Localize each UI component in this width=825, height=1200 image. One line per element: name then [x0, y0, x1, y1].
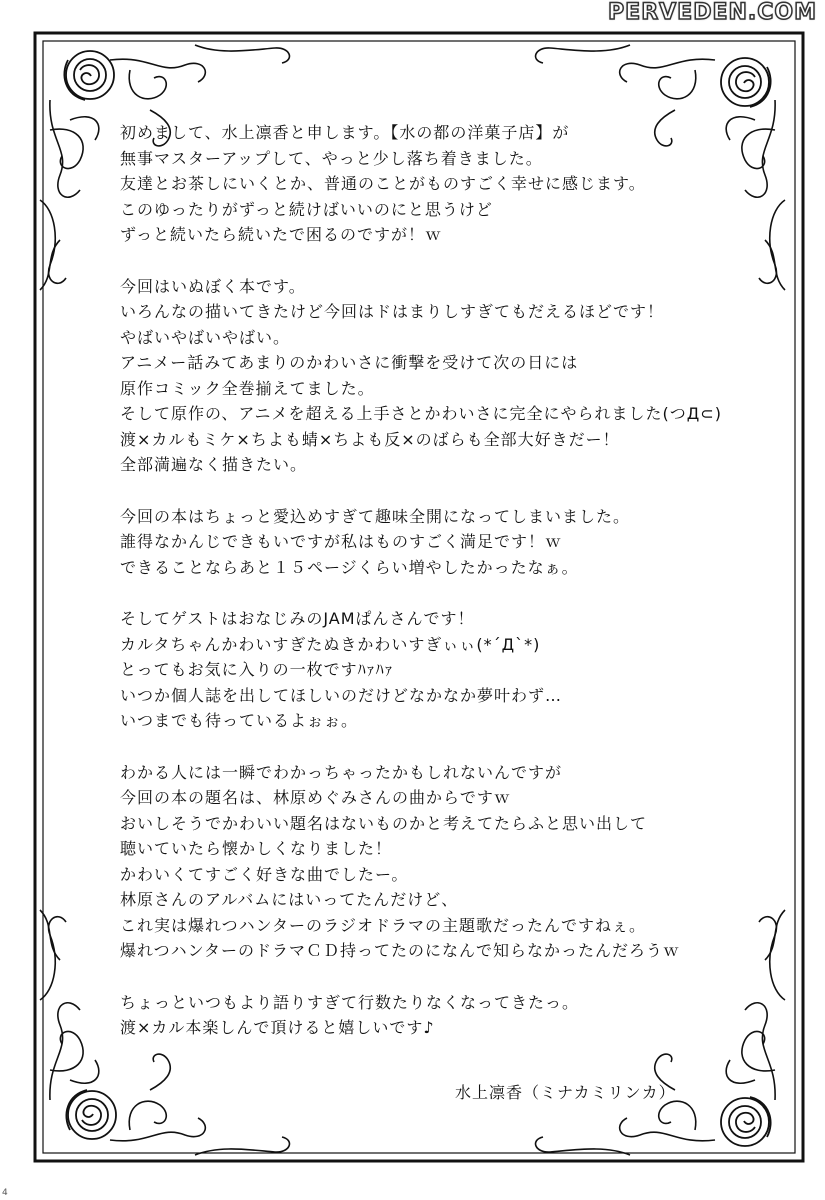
text-line: 林原さんのアルバムにはいってたんだけど、	[120, 890, 459, 909]
paragraph	[120, 120, 760, 248]
text-line: いつか個人誌を出してほしいのだけどなかなか夢叶わず…	[120, 685, 563, 705]
paragraph	[120, 760, 760, 964]
text-line: とってもお気に入りの一枚ですﾊｧﾊｧ	[120, 660, 394, 679]
text-line: やばいやばいやばい。	[120, 327, 291, 347]
page-number: 4	[2, 1188, 8, 1198]
afterword-letter	[120, 120, 760, 1067]
paragraph	[120, 990, 760, 1041]
text-line: 原作コミック全巻揃えてました。	[120, 378, 375, 398]
text-line: 今回の本はちょっと愛込めすぎて趣味全開になってしまいました。	[120, 506, 631, 526]
text-line: アニメー話みてあまりのかわいさに衝撃を受けて次の日には	[120, 353, 579, 372]
text-line: これ実は爆れつハンターのラジオドラマの主題歌だったんですねぇ。	[120, 915, 647, 935]
text-line: いつまでも待っているよぉぉ。	[120, 711, 359, 730]
author-signature: 水上凛香（ミナカミリンカ）	[455, 1083, 676, 1102]
text-line: できることならあと１５ページくらい増やしたかったなぁ。	[120, 557, 579, 577]
text-line: おいしそうでかわいい題名はないものかと考えてたらふと思い出して	[120, 813, 648, 833]
text-line: 聴いていたら懐かしくなりました！	[120, 839, 393, 858]
text-line: ちょっといつもより語りすぎて行数たりなくなってきたっ。	[120, 992, 580, 1012]
watermark: PERVEDEN.COM	[608, 0, 817, 25]
text-line: 初めまして、水上凛香と申します。【水の都の洋菓子店】が	[120, 123, 570, 142]
text-line: カルタちゃんかわいすぎたぬきかわいすぎぃぃ(*´Д`*)	[120, 634, 541, 654]
text-line: 友達とお茶しにいくとか、普通のことがものすごく幸せに感じます。	[120, 174, 646, 193]
text-line: かわいくてすごく好きな曲でしたー。	[120, 864, 409, 884]
text-line: ずっと続いたら続いたで困るのですが！ｗ	[120, 225, 443, 244]
paragraph	[120, 504, 760, 581]
text-line: 渡×カル本楽しんで頂けると嬉しいです♪	[120, 1018, 435, 1037]
paragraph	[120, 606, 760, 734]
rose-top-left	[64, 51, 114, 100]
text-line: 全部満遍なく描きたい。	[120, 455, 308, 474]
text-line: そしてゲストはおなじみのJAMぱんさんです！	[120, 609, 475, 628]
text-line: 今回の本の題名は、林原めぐみさんの曲からですｗ	[120, 788, 511, 807]
text-line: このゆったりがずっと続けばいいのにと思うけど	[120, 199, 493, 219]
text-line: 渡×カルもミケ×ちよも蜻×ちよも反×のばらも全部大好きだー！	[120, 429, 620, 449]
text-line: いろんなの描いてきたけど今回はドはまりしすぎてもだえるほどです！	[120, 302, 665, 321]
text-line: そして原作の、アニメを超える上手さとかわいさに完全にやられました(つД⊂)	[120, 404, 722, 423]
text-line: 無事マスターアップして、やっと少し落ち着きました。	[120, 148, 543, 168]
text-line: 爆れつハンターのドラマＣＤ持ってたのになんで知らなかったんだろうｗ	[120, 941, 681, 960]
paragraph	[120, 274, 760, 478]
text-line: 誰得なかんじできもいですが私はものすごく満足です！ｗ	[120, 532, 563, 551]
text-line: 今回はいぬぼく本です。	[120, 276, 306, 296]
text-line: わかる人には一瞬でわかっちゃったかもしれないんですが	[120, 762, 563, 782]
